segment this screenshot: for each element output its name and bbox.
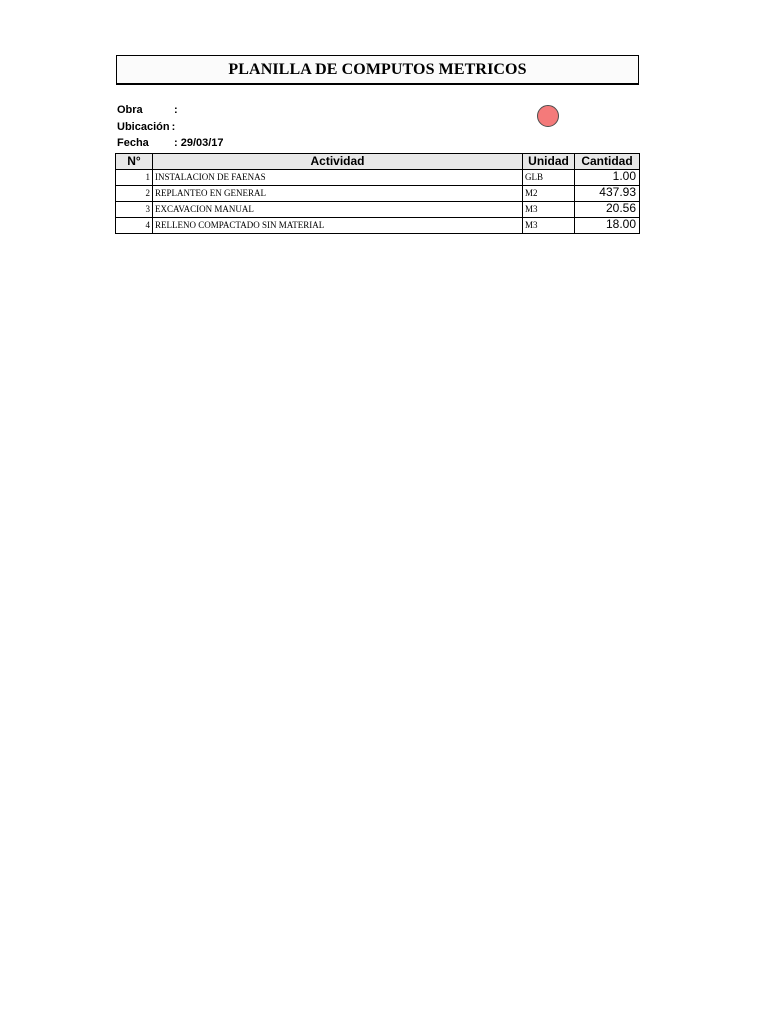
obra-label: Obra xyxy=(117,104,143,116)
row-cantidad: 18.00 xyxy=(575,218,640,234)
table-row xyxy=(116,218,640,234)
computos-table xyxy=(115,153,640,234)
row-num: 3 xyxy=(116,202,153,218)
header-num: N° xyxy=(116,154,153,170)
fecha-label: Fecha xyxy=(117,137,149,149)
row-unidad: M3 xyxy=(523,202,575,218)
row-actividad: REPLANTEO EN GENERAL xyxy=(153,186,523,202)
header-actividad: Actividad xyxy=(153,154,523,170)
row-actividad: INSTALACION DE FAENAS xyxy=(153,170,523,186)
fecha-value: : 29/03/17 xyxy=(174,137,224,149)
header-cantidad: Cantidad xyxy=(575,154,640,170)
row-cantidad: 1.00 xyxy=(575,170,640,186)
row-actividad: EXCAVACION MANUAL xyxy=(153,202,523,218)
header-unidad: Unidad xyxy=(523,154,575,170)
title-box xyxy=(116,55,639,85)
row-num: 4 xyxy=(116,218,153,234)
table-header-row xyxy=(116,154,640,170)
row-num: 1 xyxy=(116,170,153,186)
row-cantidad: 437.93 xyxy=(575,186,640,202)
row-cantidad: 20.56 xyxy=(575,202,640,218)
meta-fecha xyxy=(117,135,224,151)
page-title: PLANILLA DE COMPUTOS METRICOS xyxy=(228,60,527,78)
row-unidad: M3 xyxy=(523,218,575,234)
table-row xyxy=(116,170,640,186)
red-circle-indicator xyxy=(537,105,559,127)
obra-value: : xyxy=(174,104,178,116)
ubicacion-label: Ubicación xyxy=(117,121,170,133)
row-unidad: GLB xyxy=(523,170,575,186)
table-row xyxy=(116,202,640,218)
row-actividad: RELLENO COMPACTADO SIN MATERIAL xyxy=(153,218,523,234)
row-unidad: M2 xyxy=(523,186,575,202)
ubicacion-value: : xyxy=(171,121,176,133)
meta-obra xyxy=(117,102,178,118)
meta-ubicacion xyxy=(117,119,175,135)
row-num: 2 xyxy=(116,186,153,202)
table-row xyxy=(116,186,640,202)
